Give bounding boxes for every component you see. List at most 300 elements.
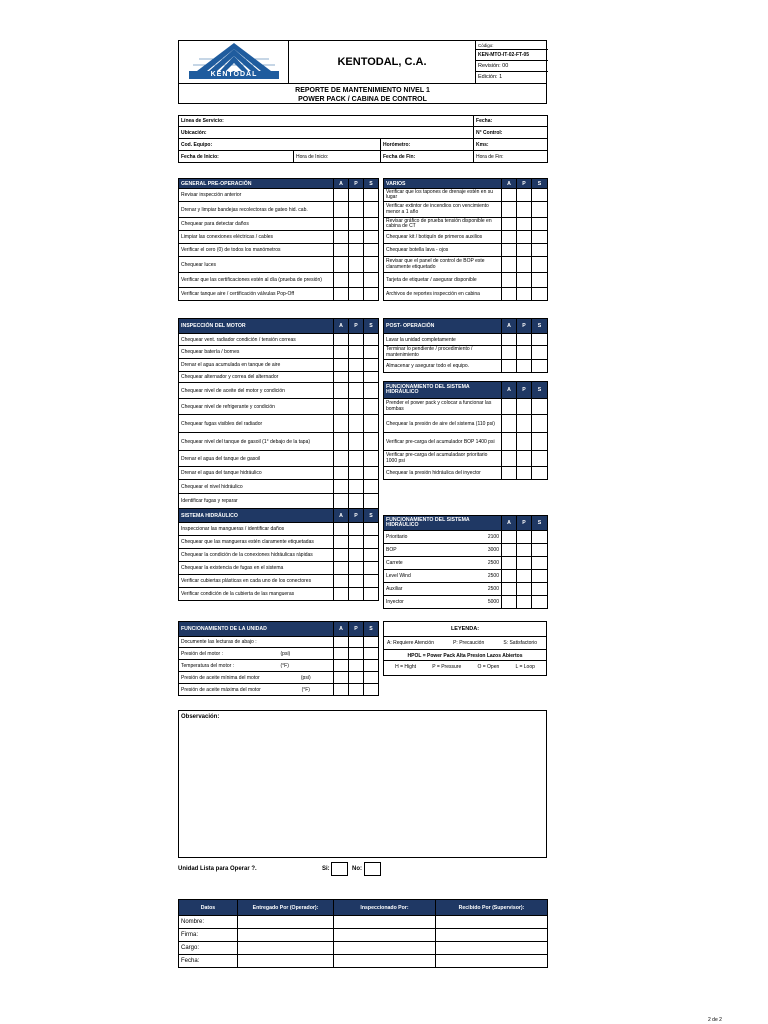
- ubicacion-field[interactable]: Ubicación:: [179, 127, 474, 139]
- check-a[interactable]: [502, 531, 517, 544]
- check-a[interactable]: [502, 288, 517, 301]
- checklist-item: Chequear nivel de refrigerante y condición: [179, 399, 334, 415]
- pressure-value: 2100: [469, 531, 502, 544]
- check-a[interactable]: [502, 218, 517, 231]
- check-a[interactable]: [334, 244, 349, 257]
- legend-title: LEYENDA:: [384, 622, 546, 637]
- check-s[interactable]: [532, 557, 548, 570]
- check-a[interactable]: [502, 557, 517, 570]
- check-a[interactable]: [334, 202, 349, 218]
- pressure-name: Auxiliar: [384, 583, 469, 596]
- check-a[interactable]: [334, 257, 349, 273]
- col-a-header: A: [502, 319, 517, 334]
- check-a[interactable]: [334, 273, 349, 288]
- col-a-header: A: [502, 179, 517, 189]
- check-s[interactable]: [364, 273, 379, 288]
- pressure-value: 3000: [469, 544, 502, 557]
- check-s[interactable]: [364, 399, 379, 415]
- check-p[interactable]: [517, 334, 532, 346]
- checklist-item: Chequear nivel del tanque de gasoil (1° debajo de la tapa): [179, 433, 334, 451]
- checklist-item: Chequear batería / bornes: [179, 346, 334, 359]
- sig-cell[interactable]: [436, 942, 548, 955]
- check-s[interactable]: [364, 660, 379, 672]
- section-header: INSPECCIÓN DEL MOTOR: [179, 319, 334, 334]
- legend-hpol-row: [384, 661, 546, 674]
- check-a[interactable]: [502, 360, 517, 373]
- code-label: Código:: [476, 41, 548, 50]
- check-a[interactable]: [502, 273, 517, 288]
- check-p[interactable]: [349, 637, 364, 648]
- check-a[interactable]: [334, 684, 349, 696]
- check-s[interactable]: [532, 244, 548, 257]
- edition: Edición: 1: [478, 74, 503, 80]
- check-p[interactable]: [349, 575, 364, 588]
- col-a-header: A: [334, 509, 349, 523]
- check-a[interactable]: [334, 372, 349, 383]
- check-p[interactable]: [517, 415, 532, 433]
- col-p-header: P: [349, 319, 364, 334]
- check-p[interactable]: [349, 359, 364, 372]
- sig-cell[interactable]: [334, 916, 436, 929]
- sig-row-label: Cargo:: [179, 942, 238, 955]
- report-title-line2: POWER PACK / CABINA DE CONTROL: [298, 96, 427, 103]
- check-s[interactable]: [364, 189, 379, 202]
- checklist-item: Drenar el agua del tanque hidráulico: [179, 467, 334, 480]
- checklist-item: Inspeccionar las mangueras / identificar daños: [179, 523, 334, 536]
- check-s[interactable]: [532, 570, 548, 583]
- report-title: [179, 83, 546, 104]
- checklist-item: Drenar el agua del tanque de gasoil: [179, 451, 334, 467]
- ready-question: Unidad Lista para Operar ?.: [178, 866, 257, 872]
- check-a[interactable]: [334, 288, 349, 301]
- sig-cell[interactable]: [334, 955, 436, 968]
- check-s[interactable]: [532, 231, 548, 244]
- check-a[interactable]: [334, 467, 349, 480]
- section-header: VARIOS: [384, 179, 502, 189]
- check-a[interactable]: [502, 415, 517, 433]
- checklist-item: Verificar pre-carga del acumulador BOP 1400 psi: [384, 433, 502, 451]
- reading-unit: (psi): [279, 648, 334, 660]
- check-s[interactable]: [364, 415, 379, 433]
- check-p[interactable]: [349, 467, 364, 480]
- legend-loop: L = Loop: [515, 664, 535, 670]
- check-s[interactable]: [364, 346, 379, 359]
- sig-cell[interactable]: [238, 916, 334, 929]
- check-s[interactable]: [532, 334, 548, 346]
- check-a[interactable]: [502, 596, 517, 609]
- pressure-name: Prioritario: [384, 531, 469, 544]
- control-field[interactable]: N° Control:: [474, 127, 548, 139]
- check-p[interactable]: [349, 372, 364, 383]
- check-a[interactable]: [334, 334, 349, 346]
- spacer: [384, 373, 548, 382]
- general-preop-table: [178, 178, 379, 301]
- no-label: No:: [352, 866, 362, 872]
- sig-cell[interactable]: [334, 942, 436, 955]
- check-p[interactable]: [349, 273, 364, 288]
- check-s[interactable]: [364, 562, 379, 575]
- check-a[interactable]: [502, 467, 517, 480]
- check-s[interactable]: [532, 257, 548, 273]
- check-s[interactable]: [364, 523, 379, 536]
- checklist-item: Chequear para detectar daños: [179, 218, 334, 231]
- check-p[interactable]: [517, 467, 532, 480]
- col-a-header: A: [334, 179, 349, 189]
- check-a[interactable]: [502, 544, 517, 557]
- check-p[interactable]: [517, 570, 532, 583]
- check-s[interactable]: [532, 467, 548, 480]
- sig-cell[interactable]: [238, 942, 334, 955]
- code-value: KEN-MTO-IT-02-FT-05: [476, 50, 548, 61]
- pressure-name: Inyector: [384, 596, 469, 609]
- check-p[interactable]: [349, 494, 364, 509]
- code-box: [475, 41, 548, 83]
- check-s[interactable]: [364, 467, 379, 480]
- reading-label: Temperatura del motor :: [179, 660, 279, 672]
- check-p[interactable]: [349, 346, 364, 359]
- check-s[interactable]: [364, 257, 379, 273]
- check-s[interactable]: [532, 415, 548, 433]
- fecha-field[interactable]: Fecha:: [474, 116, 548, 127]
- check-p[interactable]: [517, 231, 532, 244]
- col-p-header: P: [517, 179, 532, 189]
- logo: [179, 41, 289, 83]
- pressure-name: Carrete: [384, 557, 469, 570]
- check-p[interactable]: [349, 433, 364, 451]
- legend-box: [383, 621, 547, 676]
- check-p[interactable]: [349, 202, 364, 218]
- check-p[interactable]: [517, 583, 532, 596]
- linea-servicio-field[interactable]: Línea de Servicio:: [179, 116, 474, 127]
- check-a[interactable]: [502, 433, 517, 451]
- checklist-item: Revisar gráfico de prueba tensión disponible en cabina de CT: [384, 218, 502, 231]
- checklist-item: Chequear alternador y correa del alternador: [179, 372, 334, 383]
- pressure-name: Level Wind: [384, 570, 469, 583]
- check-s[interactable]: [532, 360, 548, 373]
- post-operation-table: [383, 318, 548, 480]
- check-p[interactable]: [349, 231, 364, 244]
- check-s[interactable]: [532, 202, 548, 218]
- check-a[interactable]: [502, 244, 517, 257]
- check-p[interactable]: [517, 288, 532, 301]
- checklist-item: Chequear kit / botiquín de primeros auxilios: [384, 231, 502, 244]
- pressure-value: 2500: [469, 557, 502, 570]
- check-s[interactable]: [532, 346, 548, 360]
- col-s-header: S: [364, 622, 379, 637]
- check-p[interactable]: [517, 346, 532, 360]
- signatures-table: [178, 899, 548, 968]
- check-p[interactable]: [349, 536, 364, 549]
- legend-aps-row: [384, 637, 546, 649]
- check-p[interactable]: [349, 415, 364, 433]
- check-a[interactable]: [334, 231, 349, 244]
- horometro-field[interactable]: Horómetro:: [381, 139, 474, 151]
- motor-table: [178, 318, 379, 601]
- check-p[interactable]: [517, 189, 532, 202]
- col-s-header: S: [364, 179, 379, 189]
- no-checkbox[interactable]: [364, 862, 381, 876]
- observation-box[interactable]: [178, 710, 547, 858]
- check-s[interactable]: [532, 433, 548, 451]
- checklist-item: Verificar el cero (0) de todos los manómetros: [179, 244, 334, 257]
- check-p[interactable]: [517, 273, 532, 288]
- legend-pressure: P = Pressure: [432, 664, 462, 670]
- pressure-value: 5000: [469, 596, 502, 609]
- reading-label: Presión de aceite máxima del motor: [179, 684, 279, 696]
- check-a[interactable]: [502, 583, 517, 596]
- check-a[interactable]: [334, 637, 349, 648]
- hora-fin-field[interactable]: Hora de Fin:: [474, 151, 548, 163]
- page-number: 2 de 2: [708, 1017, 722, 1023]
- observation-label: Observación:: [181, 714, 220, 720]
- check-a[interactable]: [502, 189, 517, 202]
- check-s[interactable]: [364, 359, 379, 372]
- check-a[interactable]: [502, 334, 517, 346]
- check-p[interactable]: [517, 451, 532, 467]
- check-p[interactable]: [349, 288, 364, 301]
- check-s[interactable]: [364, 433, 379, 451]
- check-a[interactable]: [334, 672, 349, 684]
- col-s-header: S: [532, 516, 548, 531]
- check-p[interactable]: [517, 244, 532, 257]
- check-p[interactable]: [349, 549, 364, 562]
- reading-label: Presión de aceite mínima del motor: [179, 672, 279, 684]
- col-p-header: P: [517, 382, 532, 399]
- legend-s: S: Satisfactorio: [503, 640, 537, 646]
- check-p[interactable]: [517, 531, 532, 544]
- check-a[interactable]: [334, 415, 349, 433]
- check-p[interactable]: [349, 562, 364, 575]
- check-s[interactable]: [364, 202, 379, 218]
- checklist-item: Verificar condición de la cubierta de las mangueras: [179, 588, 334, 601]
- si-checkbox[interactable]: [331, 862, 348, 876]
- legend-h: H = Hight: [395, 664, 417, 670]
- check-s[interactable]: [532, 288, 548, 301]
- check-p[interactable]: [517, 433, 532, 451]
- check-s[interactable]: [364, 383, 379, 399]
- check-a[interactable]: [502, 570, 517, 583]
- checklist-item: Terminar lo pendiente / procedimiento / mantenimiento: [384, 346, 502, 360]
- sig-cell[interactable]: [334, 929, 436, 942]
- checklist-item: Chequear fugas visibles del radiador: [179, 415, 334, 433]
- col-s-header: S: [532, 179, 548, 189]
- sig-cell[interactable]: [238, 955, 334, 968]
- check-s[interactable]: [364, 372, 379, 383]
- check-s[interactable]: [364, 480, 379, 494]
- check-s[interactable]: [364, 575, 379, 588]
- col-a-header: A: [502, 516, 517, 531]
- check-p[interactable]: [517, 557, 532, 570]
- check-a[interactable]: [334, 359, 349, 372]
- check-s[interactable]: [364, 549, 379, 562]
- check-a[interactable]: [334, 549, 349, 562]
- sig-row-label: Fecha:: [179, 955, 238, 968]
- check-p[interactable]: [349, 672, 364, 684]
- check-s[interactable]: [364, 334, 379, 346]
- pressure-value: 2500: [469, 570, 502, 583]
- reading-label: Presión del motor :: [179, 648, 279, 660]
- check-a[interactable]: [334, 575, 349, 588]
- check-a[interactable]: [502, 257, 517, 273]
- checklist-item: Chequear botella lava - ojos: [384, 244, 502, 257]
- unit-operation-table: [178, 621, 379, 696]
- check-p[interactable]: [517, 257, 532, 273]
- checklist-item: Chequear el nivel hidráulico: [179, 480, 334, 494]
- company-name: KENTODAL, C.A.: [337, 56, 427, 68]
- checklist-item: Revisar inspección anterior: [179, 189, 334, 202]
- check-a[interactable]: [334, 433, 349, 451]
- si-label: Si:: [322, 866, 330, 872]
- check-p[interactable]: [349, 244, 364, 257]
- reading-label: Documente las lecturas de abajo :: [179, 637, 279, 648]
- section-header: SISTEMA HIDRÁULICO: [179, 509, 334, 523]
- checklist-item: Tarjeta de etiquetar / asegurar disponible: [384, 273, 502, 288]
- check-s[interactable]: [364, 648, 379, 660]
- check-s[interactable]: [364, 588, 379, 601]
- section-header: POST- OPERACIÓN: [384, 319, 502, 334]
- check-p[interactable]: [349, 480, 364, 494]
- check-p[interactable]: [349, 684, 364, 696]
- sig-header-datos: Datos: [179, 900, 238, 916]
- check-p[interactable]: [517, 399, 532, 415]
- check-p[interactable]: [349, 383, 364, 399]
- reading-unit: (°F): [279, 684, 334, 696]
- sig-cell[interactable]: [436, 916, 548, 929]
- sig-cell[interactable]: [238, 929, 334, 942]
- sig-header-recibido: Recibido Por (Supervisor):: [436, 900, 548, 916]
- check-s[interactable]: [532, 531, 548, 544]
- col-p-header: P: [517, 516, 532, 531]
- check-a[interactable]: [334, 648, 349, 660]
- check-a[interactable]: [334, 346, 349, 359]
- section-header: FUNCIONAMIENTO DEL SISTEMA HIDRÁULICO: [384, 382, 502, 399]
- check-a[interactable]: [334, 480, 349, 494]
- check-a[interactable]: [334, 218, 349, 231]
- sig-header-inspeccionado: Inspeccionado Por:: [334, 900, 436, 916]
- check-a[interactable]: [502, 231, 517, 244]
- check-p[interactable]: [349, 588, 364, 601]
- col-s-header: S: [532, 382, 548, 399]
- check-s[interactable]: [532, 218, 548, 231]
- sig-header-entregado: Entregado Por (Operador):: [238, 900, 334, 916]
- sig-cell[interactable]: [436, 955, 548, 968]
- check-a[interactable]: [334, 588, 349, 601]
- check-p[interactable]: [517, 218, 532, 231]
- check-a[interactable]: [334, 494, 349, 509]
- check-a[interactable]: [334, 451, 349, 467]
- col-p-header: P: [349, 622, 364, 637]
- sig-row-label: Firma:: [179, 929, 238, 942]
- sig-row-label: Nombre:: [179, 916, 238, 929]
- check-a[interactable]: [502, 202, 517, 218]
- legend-hpol: HPOL = Power Pack Alta Presion Lazos Abiertos: [384, 649, 546, 661]
- check-p[interactable]: [349, 257, 364, 273]
- check-s[interactable]: [532, 544, 548, 557]
- checklist-item: Verificar cubiertas plásticas en cada uno de los conectores: [179, 575, 334, 588]
- check-s[interactable]: [532, 596, 548, 609]
- check-s[interactable]: [364, 218, 379, 231]
- check-s[interactable]: [364, 244, 379, 257]
- checklist-item: Verificar tanque aire / certificación válvulas Pop-Off: [179, 288, 334, 301]
- check-s[interactable]: [364, 536, 379, 549]
- check-p[interactable]: [349, 189, 364, 202]
- col-p-header: P: [349, 179, 364, 189]
- check-a[interactable]: [334, 536, 349, 549]
- col-s-header: S: [364, 319, 379, 334]
- section-header: FUNCIONAMIENTO DE LA UNIDAD: [179, 622, 334, 637]
- checklist-item: Limpiar las conexiones eléctricas / cables: [179, 231, 334, 244]
- col-a-header: A: [334, 622, 349, 637]
- kms-field[interactable]: Kms:: [474, 139, 548, 151]
- varios-table: [383, 178, 548, 301]
- check-s[interactable]: [364, 637, 379, 648]
- fecha-fin-field[interactable]: Fecha de Fin:: [381, 151, 474, 163]
- check-a[interactable]: [334, 189, 349, 202]
- check-a[interactable]: [334, 523, 349, 536]
- revision: Revisión: 00: [476, 61, 548, 72]
- info-table: [178, 115, 548, 163]
- check-p[interactable]: [349, 523, 364, 536]
- check-p[interactable]: [349, 648, 364, 660]
- check-p[interactable]: [517, 544, 532, 557]
- col-a-header: A: [334, 319, 349, 334]
- check-s[interactable]: [364, 451, 379, 467]
- check-p[interactable]: [517, 360, 532, 373]
- sig-cell[interactable]: [436, 929, 548, 942]
- check-p[interactable]: [349, 218, 364, 231]
- check-s[interactable]: [532, 399, 548, 415]
- check-a[interactable]: [334, 383, 349, 399]
- document-header: [178, 40, 547, 104]
- check-p[interactable]: [349, 660, 364, 672]
- check-a[interactable]: [334, 660, 349, 672]
- check-s[interactable]: [532, 583, 548, 596]
- check-p[interactable]: [349, 451, 364, 467]
- col-s-header: S: [532, 319, 548, 334]
- checklist-item: Chequear luces: [179, 257, 334, 273]
- check-s[interactable]: [532, 273, 548, 288]
- check-p[interactable]: [349, 334, 364, 346]
- checklist-item: Drenar y limpiar bandejas recolectoras de gateo hid. cab.: [179, 202, 334, 218]
- check-s[interactable]: [532, 189, 548, 202]
- check-a[interactable]: [334, 562, 349, 575]
- check-a[interactable]: [502, 451, 517, 467]
- checklist-item: Lavar la unidad completamente: [384, 334, 502, 346]
- checklist-item: Revisar que el panel de control de BOP este claramente etiquetado: [384, 257, 502, 273]
- checklist-item: Chequear la presión de aire del sistema (110 psi): [384, 415, 502, 433]
- check-p[interactable]: [349, 399, 364, 415]
- hydraulic-pressure-table: [383, 515, 548, 609]
- check-s[interactable]: [364, 672, 379, 684]
- check-s[interactable]: [364, 494, 379, 509]
- checklist-item: Verificar pre-carga del acumuladaor prioritario 1000 psi: [384, 451, 502, 467]
- col-p-header: P: [349, 509, 364, 523]
- cod-equipo-field[interactable]: Cod. Equipo:: [179, 139, 381, 151]
- check-s[interactable]: [364, 684, 379, 696]
- fecha-inicio-field[interactable]: Fecha de Inicio:: [179, 151, 294, 163]
- check-p[interactable]: [517, 202, 532, 218]
- check-s[interactable]: [364, 288, 379, 301]
- check-s[interactable]: [532, 451, 548, 467]
- check-a[interactable]: [502, 399, 517, 415]
- check-a[interactable]: [502, 346, 517, 360]
- checklist-item: Chequear nivel de aceite del motor y condición: [179, 383, 334, 399]
- check-s[interactable]: [364, 231, 379, 244]
- check-p[interactable]: [517, 596, 532, 609]
- hora-inicio-field[interactable]: Hora de Inicio:: [294, 151, 381, 163]
- checklist-item: Prender el power pack y colocar a funcionar las bombas: [384, 399, 502, 415]
- check-a[interactable]: [334, 399, 349, 415]
